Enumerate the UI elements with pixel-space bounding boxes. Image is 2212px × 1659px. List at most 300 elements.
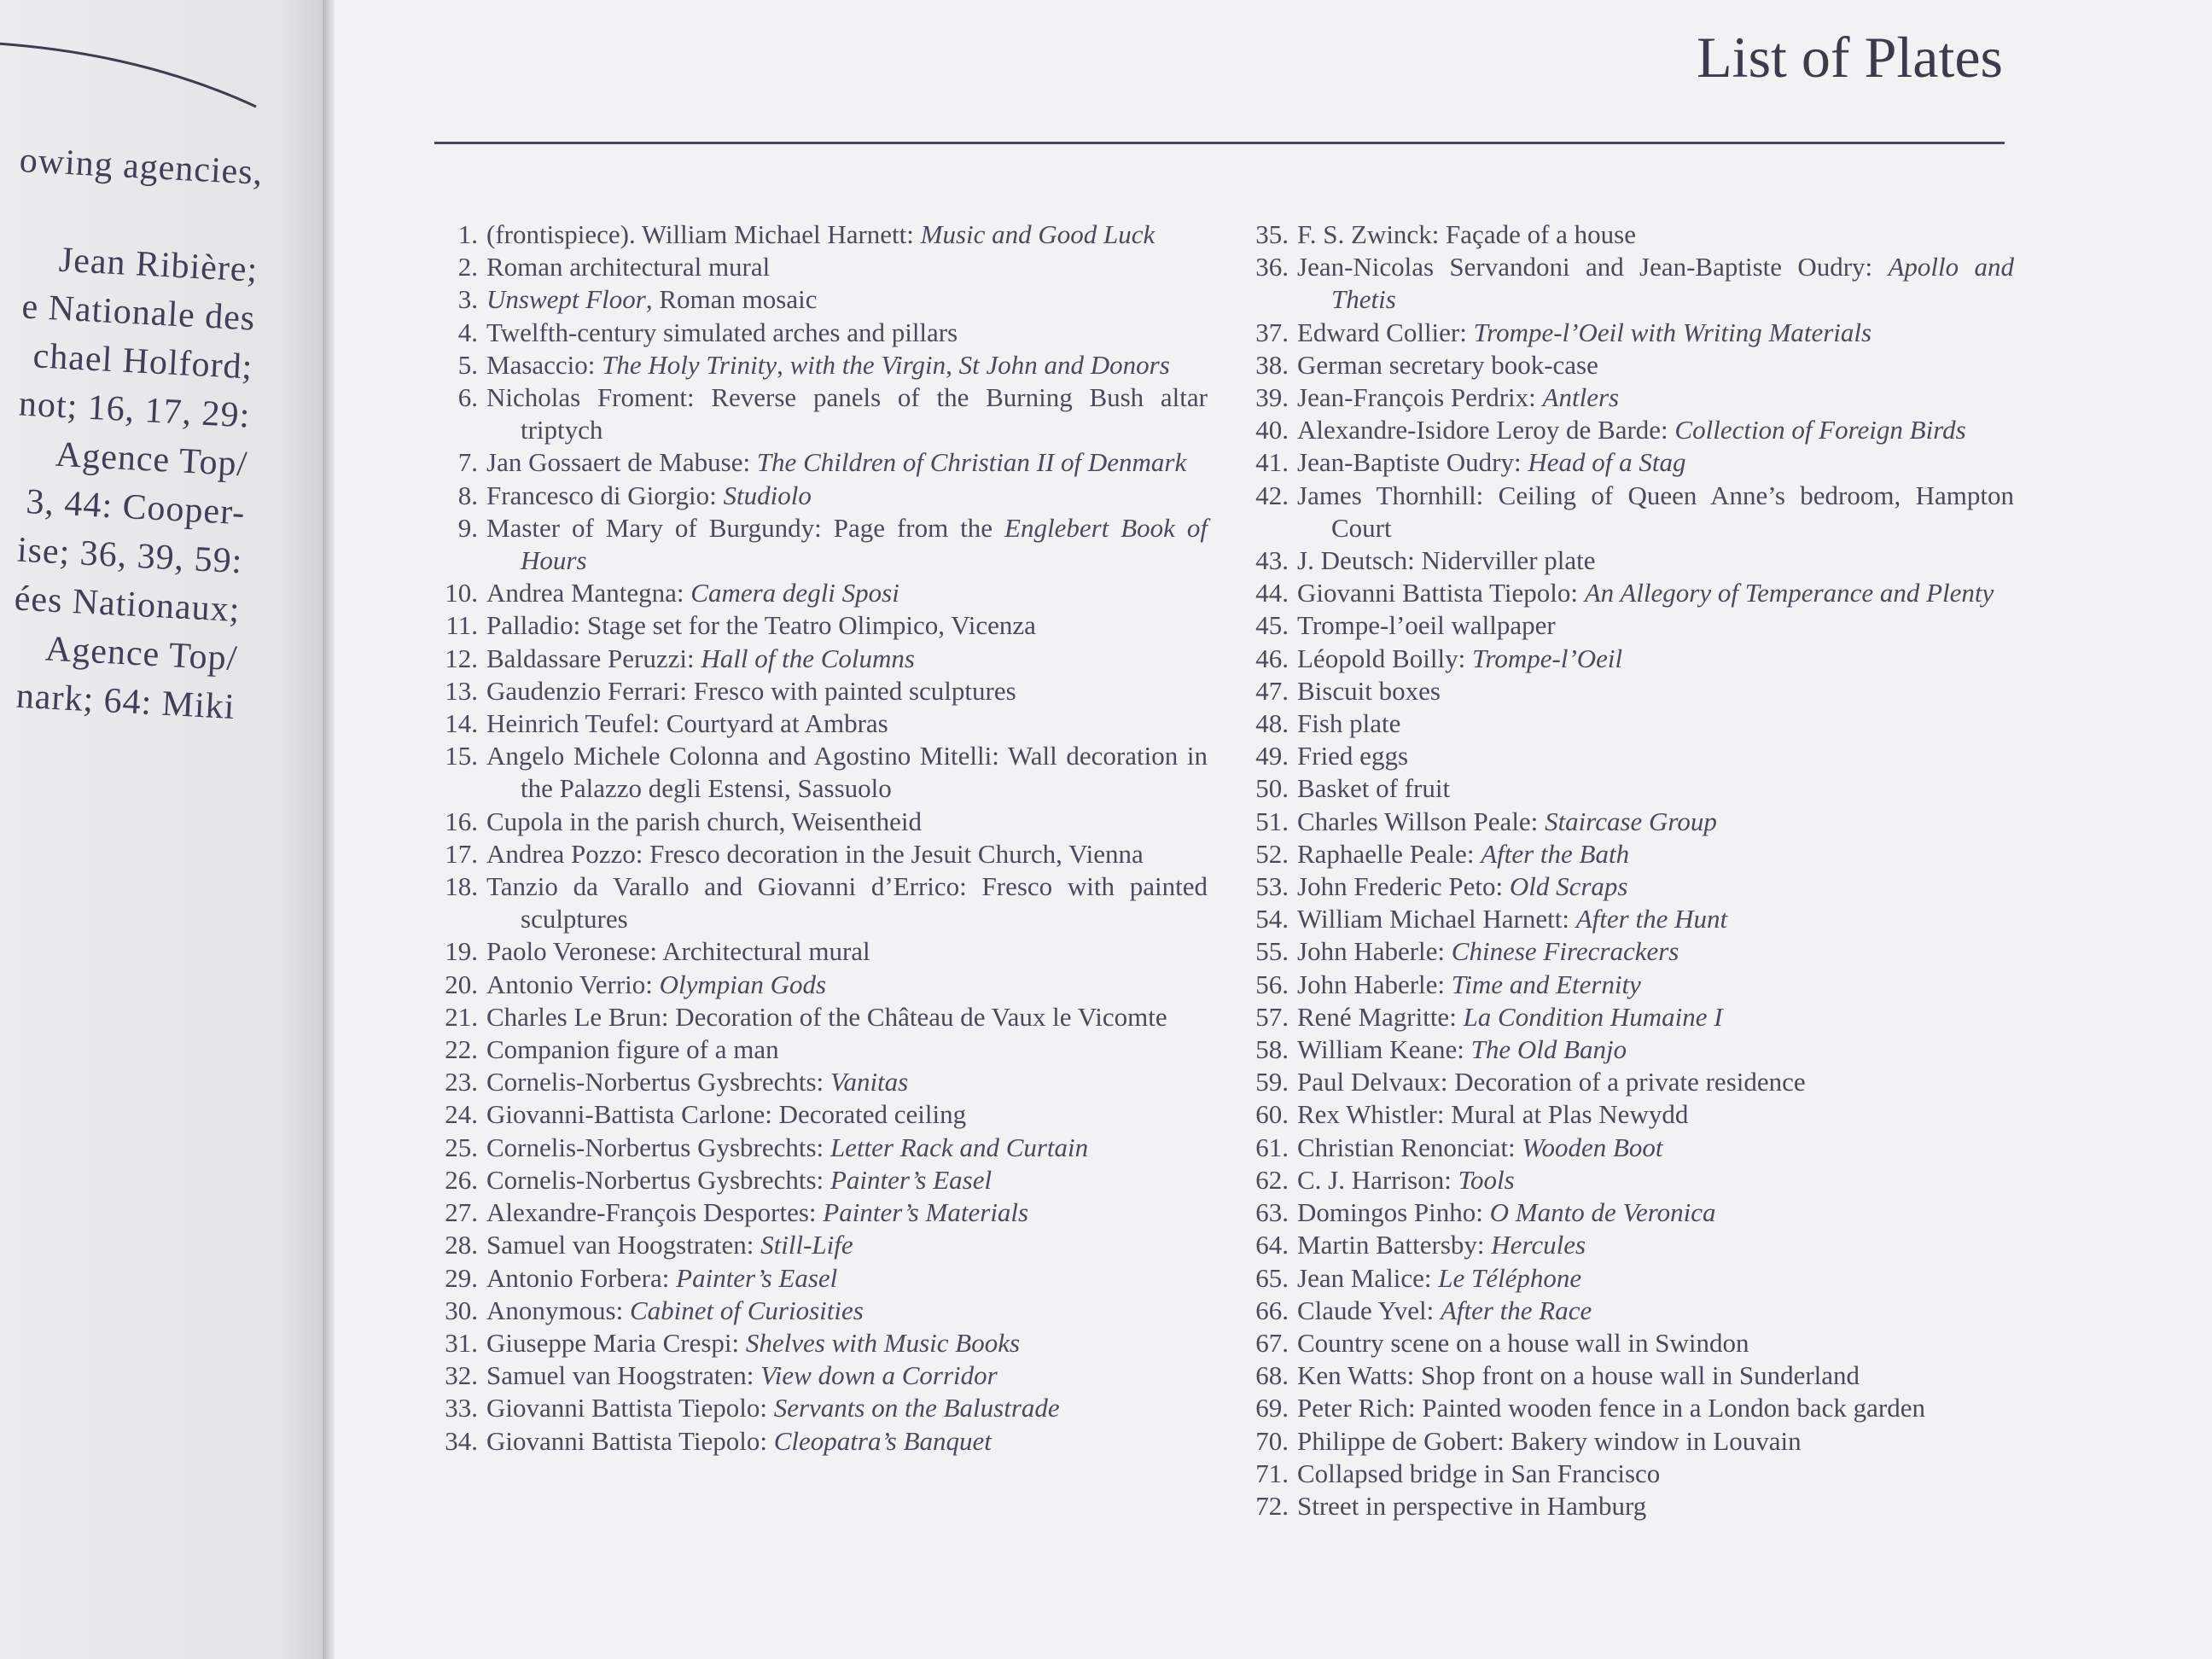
plate-entry — [427, 1295, 1208, 1327]
plate-number: 14. — [445, 708, 478, 739]
plate-number: 46. — [1255, 643, 1289, 673]
plate-text: Jan Gossaert de Mabuse: — [486, 447, 757, 478]
plate-text: Palladio: Stage set for the Teatro Olimpico, Vicenza — [486, 610, 1036, 641]
plate-text: William Michael Harnett: — [1297, 904, 1576, 934]
plate-description — [486, 349, 1208, 381]
plate-title: View down a Corridor — [760, 1360, 998, 1391]
plate-description — [486, 1098, 1208, 1131]
plate-text: Giovanni Battista Tiepolo: — [1297, 578, 1585, 608]
plate-description — [486, 1196, 1208, 1229]
plate-title: Old Scraps — [1509, 871, 1628, 902]
plate-number: 12. — [445, 643, 478, 673]
plate-text: Biscuit boxes — [1297, 675, 1441, 706]
plate-description — [1297, 480, 2014, 544]
plate-entry — [1237, 446, 2014, 479]
plate-number: 33. — [445, 1393, 478, 1423]
plate-description — [1297, 446, 2014, 479]
plate-text: Trompe-l’oeil wallpaper — [1297, 610, 1556, 641]
plate-number: 70. — [1255, 1425, 1289, 1456]
plate-entry — [427, 1425, 1208, 1458]
plate-description — [1297, 317, 2014, 349]
plate-number: 61. — [1255, 1132, 1289, 1162]
plate-text: Country scene on a house wall in Swindon — [1297, 1327, 1749, 1358]
plate-entry — [1237, 1001, 2014, 1033]
plate-description — [1297, 969, 2014, 1001]
plate-description — [1297, 740, 2014, 772]
plate-number: 22. — [445, 1034, 478, 1065]
plate-title: St John and Donors — [958, 349, 1170, 380]
plate-text: Giovanni-Battista Carlone: Decorated ceiling — [486, 1099, 967, 1130]
plate-title: Still-Life — [760, 1230, 853, 1260]
plate-entry — [1237, 218, 2014, 251]
plate-entry — [1237, 1490, 2014, 1522]
plate-description — [1297, 1033, 2014, 1066]
plate-description — [1297, 707, 2014, 740]
plate-description — [1297, 1327, 2014, 1359]
plate-number: 69. — [1255, 1393, 1289, 1423]
plate-title: Olympian Gods — [659, 969, 827, 999]
plate-title: Unswept Floor — [486, 284, 646, 315]
plate-title: Vanitas — [830, 1067, 909, 1097]
plate-number: 71. — [1255, 1458, 1289, 1488]
plate-title: Apollo and Thetis — [1331, 252, 2014, 315]
left-page-line: not; 16, 17, 29: — [18, 384, 252, 436]
plate-entry — [1237, 870, 2014, 903]
plate-title: with the Virgin — [789, 349, 946, 380]
plate-title: Le Téléphone — [1438, 1262, 1582, 1293]
plate-text: F. S. Zwinck: Façade of a house — [1297, 219, 1636, 249]
plate-number: 30. — [445, 1295, 478, 1325]
plate-entry — [427, 643, 1208, 675]
plate-number: 54. — [1255, 904, 1289, 934]
plate-title: Collection of Foreign Birds — [1674, 415, 1966, 445]
plate-description — [1297, 251, 2014, 316]
plate-text: J. Deutsch: Niderviller plate — [1297, 545, 1596, 576]
plate-title: After the Race — [1440, 1295, 1592, 1325]
plate-description — [1297, 1001, 2014, 1033]
plate-entry — [1237, 1229, 2014, 1261]
plate-entry — [427, 1001, 1208, 1033]
plate-text: , — [946, 349, 959, 380]
plate-text: Nicholas Froment: Reverse panels of the Burning Bush altar triptych — [486, 382, 1208, 445]
plate-description — [1297, 1066, 2014, 1098]
plate-number: 39. — [1255, 382, 1289, 413]
plate-description — [1297, 806, 2014, 838]
plate-text: Cornelis-Norbertus Gysbrechts: — [486, 1132, 830, 1162]
plate-entry — [1237, 1262, 2014, 1295]
plate-entry — [427, 1066, 1208, 1098]
plate-entry — [1237, 740, 2014, 772]
plate-entry — [1237, 903, 2014, 935]
plate-description — [486, 381, 1208, 446]
plate-description — [486, 251, 1208, 283]
plate-entry — [427, 349, 1208, 381]
plate-entry — [1237, 707, 2014, 740]
plate-description — [486, 218, 1208, 251]
acknowledgements-fragment — [0, 137, 265, 732]
plate-text: Anonymous: — [486, 1295, 630, 1325]
plate-entry — [1237, 1425, 2014, 1458]
plate-text: Antonio Verrio: — [486, 969, 660, 999]
plate-description — [486, 1001, 1208, 1033]
plate-description — [1297, 381, 2014, 414]
plate-text: Giovanni Battista Tiepolo: — [486, 1425, 774, 1456]
plate-text: John Haberle: — [1297, 969, 1452, 999]
left-page-line: 3, 44: Cooper- — [25, 481, 247, 533]
plate-entry — [427, 838, 1208, 870]
plate-entry — [1237, 1033, 2014, 1066]
plate-title: Head of a Stag — [1528, 447, 1686, 478]
plate-text: Jean-François Perdrix: — [1297, 382, 1543, 413]
plate-description — [486, 512, 1208, 577]
plate-number: 13. — [445, 675, 478, 706]
plate-text: Raphaelle Peale: — [1297, 838, 1481, 869]
plate-number: 27. — [445, 1197, 478, 1228]
plate-title: After the Bath — [1481, 838, 1630, 869]
plate-number: 29. — [445, 1262, 478, 1293]
plate-number: 62. — [1255, 1164, 1289, 1195]
plate-entry — [427, 480, 1208, 512]
plate-text: Christian Renonciat: — [1297, 1132, 1522, 1162]
plate-text: Twelfth-century simulated arches and pillars — [486, 317, 958, 347]
page-title: List of Plates — [1697, 25, 2003, 90]
plate-entry — [427, 381, 1208, 446]
plate-text: Charles Le Brun: Decoration of the Château de Vaux le Vicomte — [486, 1001, 1167, 1032]
plate-description — [486, 1132, 1208, 1164]
plate-entry — [1237, 577, 2014, 609]
left-page-line: e Nationale des — [20, 287, 257, 339]
plate-text: Heinrich Teufel: Courtyard at Ambras — [486, 708, 888, 739]
plate-title: Shelves with Music Books — [745, 1327, 1021, 1358]
plate-number: 16. — [445, 806, 478, 836]
plate-description — [486, 1066, 1208, 1098]
left-page-line: Jean Ribière; — [58, 240, 259, 290]
plate-title: The Holy Trinity — [602, 349, 777, 380]
plate-number: 4. — [457, 317, 478, 347]
plate-description — [486, 1327, 1208, 1359]
plate-text: Jean-Nicolas Servandoni and Jean-Baptiste Oudry: — [1297, 252, 1889, 282]
plate-description — [486, 480, 1208, 512]
plate-entry — [427, 1392, 1208, 1424]
plates-column-left — [427, 218, 1208, 1458]
plate-entry — [427, 446, 1208, 479]
plate-entry — [427, 870, 1208, 935]
plate-description — [486, 838, 1208, 870]
plate-number: 17. — [445, 838, 478, 869]
plate-number: 66. — [1255, 1295, 1289, 1325]
plate-text: Andrea Mantegna: — [486, 578, 691, 608]
plate-number: 42. — [1255, 480, 1289, 510]
plate-description — [1297, 544, 2014, 577]
plate-number: 68. — [1255, 1360, 1289, 1391]
plate-description — [486, 1359, 1208, 1392]
decorative-curve — [0, 17, 273, 111]
plate-number: 52. — [1255, 838, 1289, 869]
plate-text: Jean Malice: — [1297, 1262, 1439, 1293]
plate-entry — [427, 609, 1208, 642]
plate-description — [1297, 1458, 2014, 1490]
plate-number: 5. — [457, 349, 478, 380]
plate-description — [1297, 675, 2014, 707]
plate-entry — [1237, 1327, 2014, 1359]
plate-description — [1297, 1392, 2014, 1424]
plate-number: 47. — [1255, 675, 1289, 706]
plate-number: 11. — [445, 610, 478, 641]
plate-entry — [1237, 480, 2014, 544]
plate-title: The Old Banjo — [1470, 1034, 1627, 1065]
plate-entry — [427, 1359, 1208, 1392]
plate-entry — [427, 1033, 1208, 1066]
plate-text: Baldassare Peruzzi: — [486, 643, 701, 673]
left-page-line: ées Nationaux; — [14, 579, 242, 631]
plate-entry — [1237, 1164, 2014, 1196]
plate-description — [1297, 609, 2014, 642]
plate-text: Cornelis-Norbertus Gysbrechts: — [486, 1164, 830, 1195]
plate-title: Trompe-l’Oeil — [1471, 643, 1623, 673]
plate-number: 37. — [1255, 317, 1289, 347]
plate-number: 65. — [1255, 1262, 1289, 1293]
plate-number: 59. — [1255, 1067, 1289, 1097]
plate-number: 1. — [457, 219, 478, 249]
plate-text: , Roman mosaic — [645, 284, 818, 315]
plate-number: 9. — [457, 512, 478, 543]
plate-description — [1297, 935, 2014, 968]
plate-text: Paul Delvaux: Decoration of a private residence — [1297, 1067, 1806, 1097]
plate-text: Master of Mary of Burgundy: Page from the — [486, 512, 1005, 543]
plate-entry — [1237, 251, 2014, 316]
plate-number: 31. — [445, 1327, 478, 1358]
plate-number: 23. — [445, 1067, 478, 1097]
plate-description — [1297, 1425, 2014, 1458]
plate-entry — [1237, 935, 2014, 968]
plate-entry — [427, 1164, 1208, 1196]
plate-entry — [1237, 1196, 2014, 1229]
plate-number: 57. — [1255, 1001, 1289, 1032]
plate-title: Chinese Firecrackers — [1451, 936, 1679, 967]
plate-number: 64. — [1255, 1230, 1289, 1260]
plate-text: James Thornhill: Ceiling of Queen Anne’s bedroom, Hampton Court — [1297, 480, 2014, 543]
plate-entry — [1237, 643, 2014, 675]
plate-title: Antlers — [1542, 382, 1620, 413]
plate-description — [1297, 1359, 2014, 1392]
plate-title: Painter’s Materials — [823, 1197, 1029, 1228]
plate-title: La Condition Humaine I — [1463, 1001, 1723, 1032]
plate-number: 35. — [1255, 219, 1289, 249]
plate-description — [1297, 414, 2014, 446]
plate-number: 40. — [1255, 415, 1289, 445]
plate-description — [1297, 1490, 2014, 1522]
plate-text: Street in perspective in Hamburg — [1297, 1490, 1647, 1521]
plate-description — [486, 806, 1208, 838]
plate-number: 38. — [1255, 349, 1289, 380]
plate-text: C. J. Harrison: — [1297, 1164, 1458, 1195]
plate-entry — [1237, 609, 2014, 642]
plate-text: Masaccio: — [486, 349, 602, 380]
plate-number: 18. — [445, 871, 478, 902]
plate-entry — [1237, 1295, 2014, 1327]
plate-text: Edward Collier: — [1297, 317, 1474, 347]
plate-text: Samuel van Hoogstraten: — [486, 1360, 761, 1391]
plate-description — [486, 1295, 1208, 1327]
left-page-line: Agence Top/ — [44, 629, 239, 679]
plate-description — [486, 577, 1208, 609]
plate-title: Englebert Book of Hours — [521, 512, 1208, 576]
plate-description — [1297, 1196, 2014, 1229]
plate-description — [486, 1262, 1208, 1295]
plate-number: 49. — [1255, 741, 1289, 771]
plate-text: Gaudenzio Ferrari: Fresco with painted sculptures — [486, 675, 1016, 706]
plate-entry — [1237, 772, 2014, 805]
plate-entry — [1237, 1392, 2014, 1424]
plate-entry — [427, 675, 1208, 707]
plate-text: Paolo Veronese: Architectural mural — [486, 936, 870, 967]
plate-entry — [427, 969, 1208, 1001]
plate-number: 72. — [1255, 1490, 1289, 1521]
plate-title: Staircase Group — [1545, 806, 1717, 836]
plate-number: 19. — [445, 936, 478, 967]
plate-description — [486, 1425, 1208, 1458]
plate-number: 28. — [445, 1230, 478, 1260]
plate-entry — [427, 935, 1208, 968]
plate-description — [1297, 643, 2014, 675]
plate-text: Charles Willson Peale: — [1297, 806, 1545, 836]
left-page-line: owing agencies, — [19, 141, 265, 193]
plate-entry — [427, 577, 1208, 609]
plate-text: Alexandre-François Desportes: — [486, 1197, 824, 1228]
plate-entry — [427, 1327, 1208, 1359]
plate-text: Domingos Pinho: — [1297, 1197, 1490, 1228]
plate-number: 45. — [1255, 610, 1289, 641]
plate-text: Alexandre-Isidore Leroy de Barde: — [1297, 415, 1675, 445]
plate-description — [1297, 218, 2014, 251]
plate-description — [1297, 1098, 2014, 1131]
plate-entry — [1237, 675, 2014, 707]
plate-text: Peter Rich: Painted wooden fence in a London back garden — [1297, 1393, 1926, 1423]
plate-text: Claude Yvel: — [1297, 1295, 1441, 1325]
plate-description — [486, 1033, 1208, 1066]
plate-number: 51. — [1255, 806, 1289, 836]
plate-number: 63. — [1255, 1197, 1289, 1228]
plate-entry — [1237, 381, 2014, 414]
plate-title: Camera degli Sposi — [690, 578, 899, 608]
plate-text: John Frederic Peto: — [1297, 871, 1510, 902]
plate-title: Painter’s Easel — [830, 1164, 992, 1195]
plate-description — [486, 1229, 1208, 1261]
plate-number: 55. — [1255, 936, 1289, 967]
plate-entry — [1237, 1458, 2014, 1490]
plate-description — [486, 1164, 1208, 1196]
plate-description — [486, 675, 1208, 707]
plate-number: 7. — [457, 447, 478, 478]
plate-number: 8. — [457, 480, 478, 510]
plate-entry — [427, 1229, 1208, 1261]
plate-number: 43. — [1255, 545, 1289, 576]
plate-number: 6. — [457, 382, 478, 413]
plate-description — [1297, 903, 2014, 935]
plate-text: , — [777, 349, 790, 380]
plate-text: Andrea Pozzo: Fresco decoration in the Jesuit Church, Vienna — [486, 838, 1144, 869]
plate-description — [486, 317, 1208, 349]
plate-text: Martin Battersby: — [1297, 1230, 1492, 1260]
plate-number: 2. — [457, 252, 478, 282]
plate-entry — [427, 740, 1208, 805]
plate-number: 20. — [445, 969, 478, 999]
plate-entry — [1237, 1359, 2014, 1392]
plates-column-right — [1237, 218, 2014, 1522]
plate-title: Music and Good Luck — [920, 219, 1155, 249]
plate-entry — [1237, 317, 2014, 349]
plate-description — [1297, 1132, 2014, 1164]
plate-text: Francesco di Giorgio: — [486, 480, 724, 510]
plate-text: Antonio Forbera: — [486, 1262, 677, 1293]
plate-title: After the Hunt — [1575, 904, 1728, 934]
plate-title: Painter’s Easel — [676, 1262, 838, 1293]
plate-description — [486, 740, 1208, 805]
plate-title: An Allegory of Temperance and Plenty — [1584, 578, 1994, 608]
left-page-line: nark; 64: Miki — [15, 676, 236, 728]
plate-entry — [1237, 1098, 2014, 1131]
plate-text: Léopold Boilly: — [1297, 643, 1472, 673]
plate-number: 25. — [445, 1132, 478, 1162]
plate-description — [1297, 870, 2014, 903]
plate-entry — [427, 1098, 1208, 1131]
plate-title: Hall of the Columns — [701, 643, 915, 673]
plate-text: Roman architectural mural — [486, 252, 771, 282]
plate-number: 15. — [445, 741, 478, 771]
plate-entry — [427, 512, 1208, 577]
plate-number: 32. — [445, 1360, 478, 1391]
plate-text: (frontispiece). William Michael Harnett: — [486, 219, 921, 249]
plate-entry — [1237, 838, 2014, 870]
plate-text: Fried eggs — [1297, 741, 1409, 771]
plate-entry — [427, 707, 1208, 740]
plate-text: Cornelis-Norbertus Gysbrechts: — [486, 1067, 830, 1097]
plate-description — [486, 643, 1208, 675]
plate-entry — [427, 806, 1208, 838]
plate-title: Trompe-l’Oeil with Writing Materials — [1473, 317, 1872, 347]
plate-title: Letter Rack and Curtain — [830, 1132, 1089, 1162]
plate-text: Rex Whistler: Mural at Plas Newydd — [1297, 1099, 1689, 1130]
plate-number: 67. — [1255, 1327, 1289, 1358]
plate-title: Hercules — [1491, 1230, 1586, 1260]
plate-text: Philippe de Gobert: Bakery window in Louvain — [1297, 1425, 1802, 1456]
plate-entry — [427, 283, 1208, 316]
plate-description — [486, 935, 1208, 968]
plate-entry — [427, 1262, 1208, 1295]
plate-entry — [427, 251, 1208, 283]
plate-text: William Keane: — [1297, 1034, 1471, 1065]
plate-description — [486, 1392, 1208, 1424]
title-rule — [434, 142, 2005, 144]
plate-description — [1297, 1229, 2014, 1261]
plate-title: O Manto de Veronica — [1489, 1197, 1716, 1228]
plate-text: Cupola in the parish church, Weisentheid — [486, 806, 923, 836]
plate-entry — [427, 317, 1208, 349]
plate-text: René Magritte: — [1297, 1001, 1464, 1032]
plate-description — [486, 870, 1208, 935]
book-gutter — [323, 0, 335, 1659]
plate-text: Collapsed bridge in San Francisco — [1297, 1458, 1661, 1488]
plate-title: Studiolo — [723, 480, 812, 510]
plate-description — [1297, 1295, 2014, 1327]
plate-description — [486, 446, 1208, 479]
plate-title: Cabinet of Curiosities — [629, 1295, 864, 1325]
plate-description — [486, 969, 1208, 1001]
plate-text: Giovanni Battista Tiepolo: — [486, 1393, 774, 1423]
left-page — [0, 0, 331, 1659]
plate-entry — [1237, 414, 2014, 446]
plate-description — [1297, 838, 2014, 870]
